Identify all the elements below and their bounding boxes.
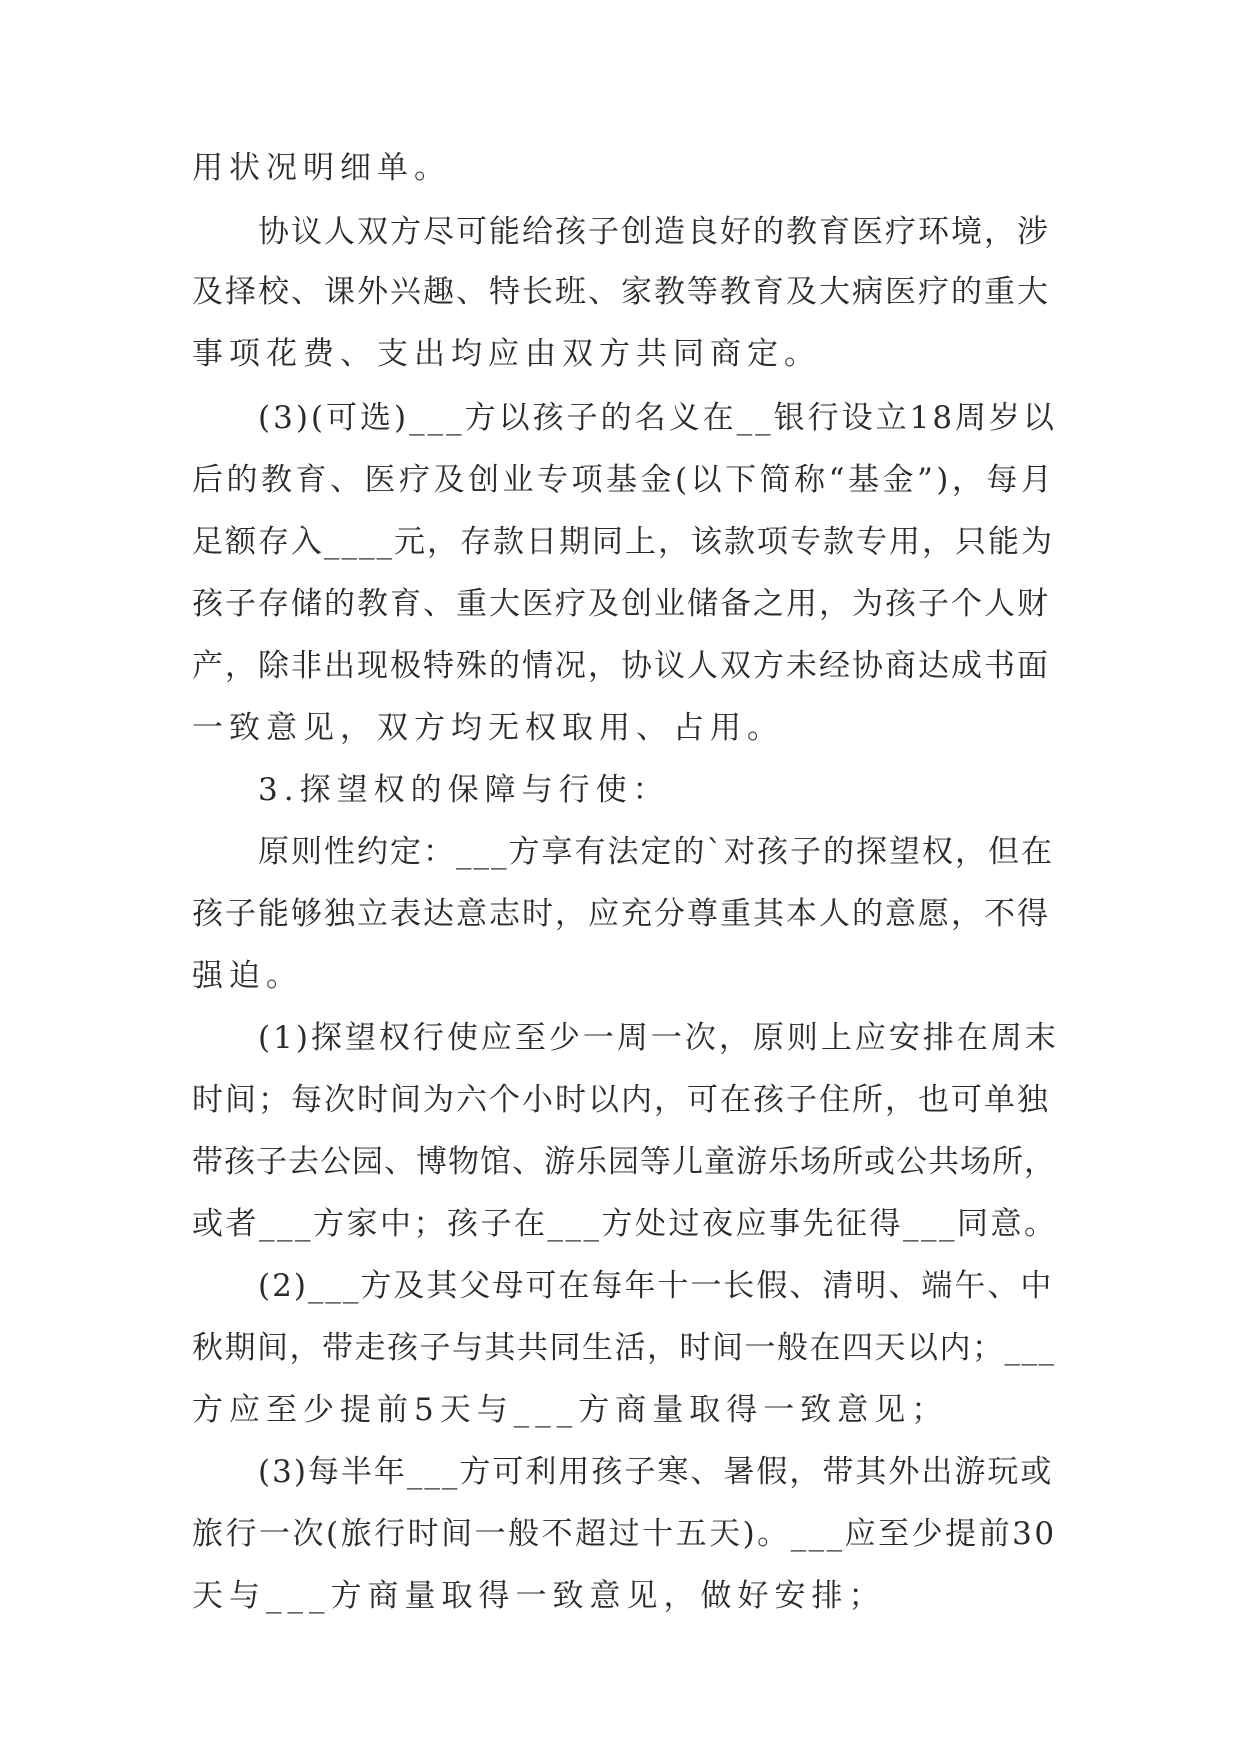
text-line: 及择校、课外兴趣、特长班、家教等教育及大病医疗的重大 xyxy=(192,274,1050,310)
text-line: 用状况明细单。 xyxy=(192,150,451,186)
text-line: 旅行一次(旅行时间一般不超过十五天)。___应至少提前30 xyxy=(192,1516,1057,1552)
text-line: 秋期间，带走孩子与其共同生活，时间一般在四天以内；___ xyxy=(192,1330,1056,1366)
text-line: (1)探望权行使应至少一周一次，原则上应安排在周末 xyxy=(258,1020,1059,1056)
text-line: 孩子存储的教育、重大医疗及创业储备之用，为孩子个人财 xyxy=(192,586,1050,622)
text-line: 足额存入____元，存款日期同上，该款项专款专用，只能为 xyxy=(192,524,1054,560)
text-line: 事项花费、支出均应由双方共同商定。 xyxy=(192,336,821,372)
section-heading: 3.探望权的保障与行使： xyxy=(258,772,670,808)
text-line: 带孩子去公园、博物馆、游乐园等儿童游乐场所或公共场所， xyxy=(192,1144,1056,1180)
text-line: 天与___方商量取得一致意见，做好安排； xyxy=(192,1578,886,1614)
text-line: 产，除非出现极特殊的情况，协议人双方未经协商达成书面 xyxy=(192,648,1050,684)
text-line: 方应至少提前5天与___方商量取得一致意见； xyxy=(192,1392,949,1428)
text-line: (2)___方及其父母可在每年十一长假、清明、端午、中 xyxy=(258,1268,1054,1304)
text-line: 原则性约定：___方享有法定的`对孩子的探望权，但在 xyxy=(258,834,1054,870)
text-line: 或者___方家中；孩子在___方处过夜应事先征得___同意。 xyxy=(192,1206,1058,1242)
text-line: (3)(可选)___方以孩子的名义在__银行设立18周岁以 xyxy=(258,400,1058,436)
text-line: (3)每半年___方可利用孩子寒、暑假，带其外出游玩或 xyxy=(258,1454,1054,1490)
text-line: 时间；每次时间为六个小时以内，可在孩子住所，也可单独 xyxy=(192,1082,1050,1118)
text-line: 一致意见，双方均无权取用、占用。 xyxy=(192,710,784,746)
text-line: 协议人双方尽可能给孩子创造良好的教育医疗环境，涉 xyxy=(258,214,1050,250)
text-line: 后的教育、医疗及创业专项基金(以下简称“基金”)，每月 xyxy=(192,462,1056,498)
text-line: 孩子能够独立表达意志时，应充分尊重其本人的意愿，不得 xyxy=(192,896,1050,932)
text-line: 强迫。 xyxy=(192,958,303,994)
